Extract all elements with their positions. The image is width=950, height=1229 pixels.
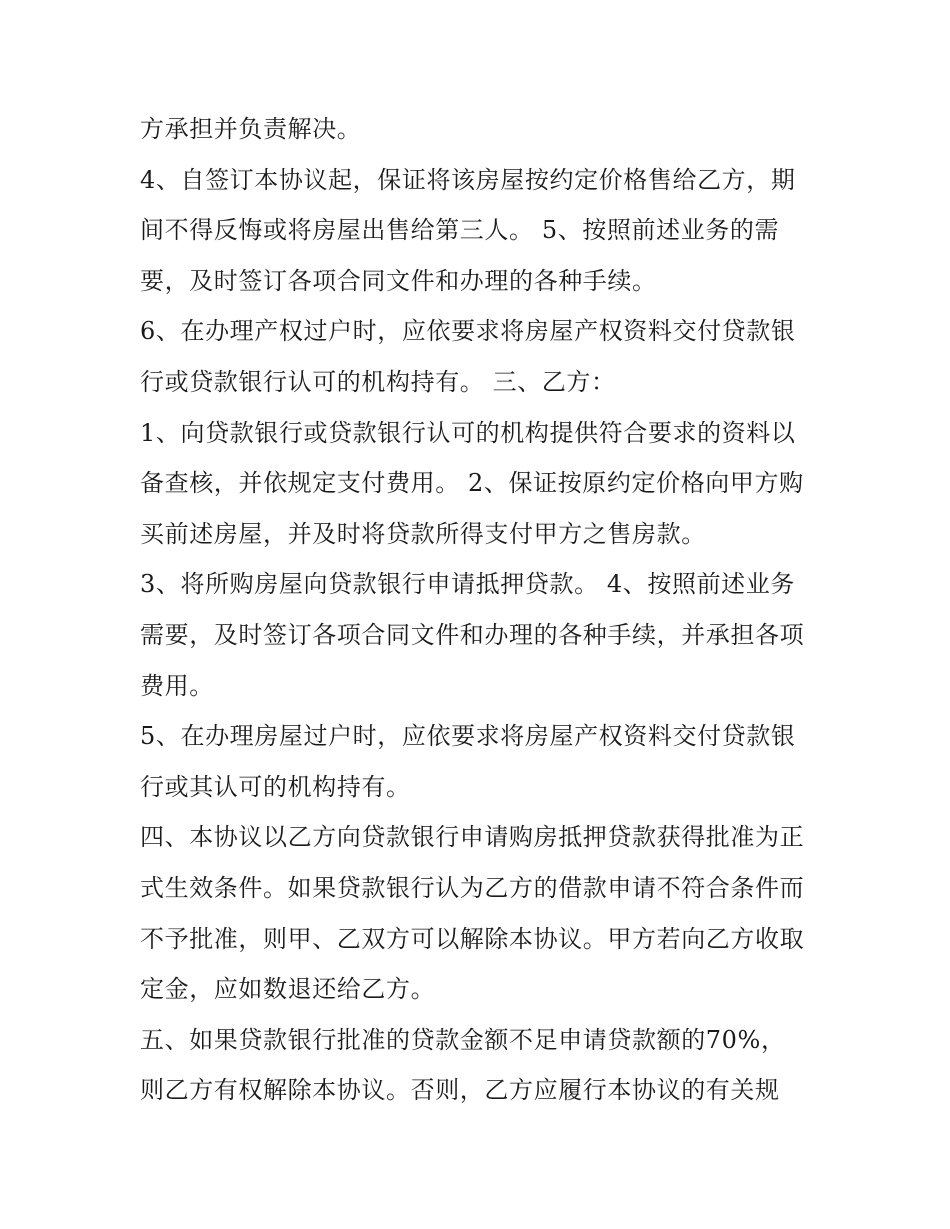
text-line: 四、本协议以乙方向贷款银行申请购房抵押贷款获得批准为正 — [140, 823, 805, 852]
text-line: 3、将所购房屋向贷款银行申请抵押贷款。 4、按照前述业务 — [140, 570, 795, 599]
text-line: 1、向贷款银行或贷款银行认可的机构提供符合要求的资料以 — [140, 418, 796, 447]
text-line: 备查核，并依规定支付费用。 2、保证按原约定价格向甲方购 — [140, 469, 804, 498]
text-line: 5、在办理房屋过户时，应依要求将房屋产权资料交付贷款银 — [140, 722, 796, 751]
text-line: 6、在办理产权过户时，应依要求将房屋产权资料交付贷款银 — [140, 317, 796, 346]
text-line: 买前述房屋，并及时将贷款所得支付甲方之售房款。 — [140, 519, 706, 548]
text-line: 费用。 — [140, 671, 214, 700]
text-line: 定金，应如数退还给乙方。 — [140, 975, 436, 1004]
text-line: 不予批准，则甲、乙双方可以解除本协议。甲方若向乙方收取 — [140, 924, 805, 953]
text-line: 五、如果贷款银行批准的贷款金额不足申请贷款额的70%， — [140, 1025, 786, 1054]
document-body — [140, 104, 830, 1116]
text-line: 行或贷款银行认可的机构持有。 三、乙方： — [140, 367, 616, 396]
text-line: 方承担并负责解决。 — [140, 115, 362, 143]
text-line: 要，及时签订各项合同文件和办理的各种手续。 — [140, 266, 657, 295]
text-line: 间不得反悔或将房屋出售给第三人。 5、按照前述业务的需 — [140, 216, 780, 245]
text-line: 行或其认可的机构持有。 — [140, 772, 411, 801]
text-line: 则乙方有权解除本协议。否则，乙方应履行本协议的有关规 — [140, 1076, 780, 1105]
text-line: 式生效条件。如果贷款银行认为乙方的借款申请不符合条件而 — [140, 873, 805, 902]
text-line: 需要，及时签订各项合同文件和办理的各种手续，并承担各项 — [140, 620, 805, 649]
text-line: 4、自签订本协议起，保证将该房屋按约定价格售给乙方，期 — [140, 165, 796, 194]
